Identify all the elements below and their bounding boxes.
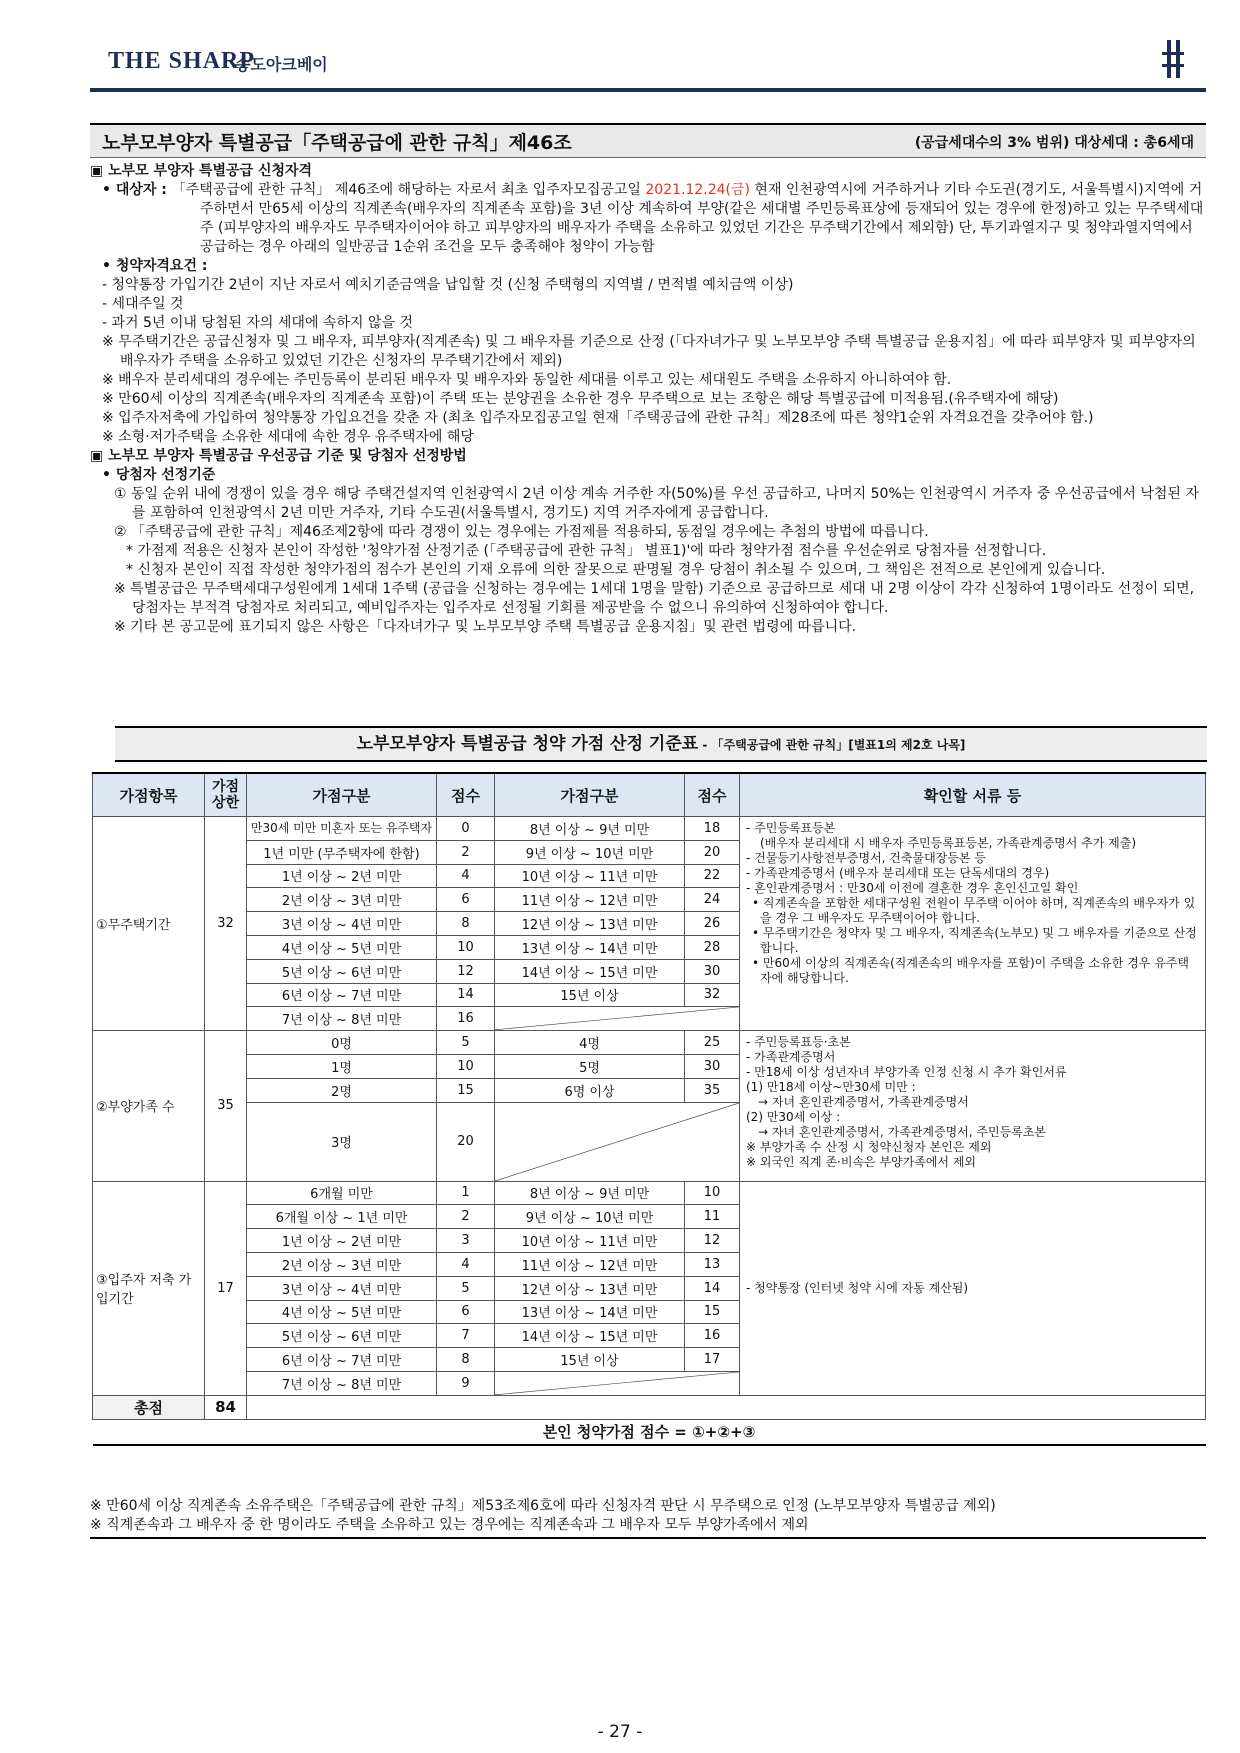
document-line: ※ 외국인 직계 존·비속은 부양가족에서 제외: [746, 1155, 977, 1170]
req-note: ※ 배우자 분리세대의 경우에는 주민등록이 분리된 배우자 및 배우자와 동일한 세대를 이루고 있는 세대원도 주택을 소유하지 아니하여야 함.: [102, 372, 952, 388]
criteria-cell: 2년 이상 ~ 3년 미만: [247, 1252, 437, 1276]
col-header: 가점구분: [495, 773, 685, 817]
target-text-pre: 「주택공급에 관한 규칙」 제46조에 해당하는 자로서 최초 입주자모집공고일: [171, 182, 646, 198]
item-label: ①무주택기간: [93, 817, 205, 1031]
empty-diagonal-cell: [495, 1102, 740, 1181]
req-note: ※ 무주택기간은 공급신청자 및 그 배우자, 피부양자(직계존속) 및 그 배우자를 기준으로 산정 (「다자녀가구 및 노부모부양 주택 특별공급 운용지침」에 따라 피부양자 및 피부양자의 배우자가 주택을 소유하고 있었던 기간은 신청자의 무주택기간에서 제외): [102, 334, 1196, 369]
score-cell: 14: [685, 1276, 740, 1300]
item-label: ②부양가족 수: [93, 1031, 205, 1181]
item-max: 32: [205, 817, 247, 1031]
req-note: ※ 입주자저축에 가입하여 청약통장 가입요건을 갖춘 자 (최초 입주자모집공고일 현재「주택공급에 관한 규칙」제28조에 따른 청약1순위 자격요건을 갖추어야 함.): [102, 410, 1094, 426]
criteria-cell: 10년 이상 ~ 11년 미만: [495, 864, 685, 888]
criteria-cell: 6개월 이상 ~ 1년 미만: [247, 1205, 437, 1229]
total-blank: [247, 1395, 1206, 1419]
brand-logo: THE SHARP: [108, 48, 256, 74]
documents-cell: [740, 817, 1206, 1031]
criteria-cell: 13년 이상 ~ 14년 미만: [495, 1300, 685, 1324]
col-header: 점수: [437, 773, 495, 817]
criteria-cell: 6년 이상 ~ 7년 미만: [247, 983, 437, 1007]
score-cell: 35: [685, 1078, 740, 1102]
score-cell: 18: [685, 817, 740, 841]
criteria-cell: 5명: [495, 1054, 685, 1078]
criteria-cell: 2년 이상 ~ 3년 미만: [247, 888, 437, 912]
document-line: ※ 부양가족 수 산정 시 청약신청자 본인은 제외: [746, 1140, 992, 1155]
score-cell: 4: [437, 864, 495, 888]
score-cell: 17: [685, 1348, 740, 1372]
criteria-cell: 14년 이상 ~ 15년 미만: [495, 959, 685, 983]
score-table-title-main: 노부모부양자 특별공급 청약 가점 산정 기준표: [356, 734, 699, 754]
criteria-cell: 3년 이상 ~ 4년 미만: [247, 912, 437, 936]
criteria-cell: 1년 이상 ~ 2년 미만: [247, 1229, 437, 1253]
score-cell: 13: [685, 1252, 740, 1276]
criteria-cell: 14년 이상 ~ 15년 미만: [495, 1324, 685, 1348]
criteria-cell: 6년 이상 ~ 7년 미만: [247, 1348, 437, 1372]
score-cell: 30: [685, 959, 740, 983]
score-cell: 22: [685, 864, 740, 888]
score-cell: 10: [437, 935, 495, 959]
document-line: (2) 만30세 이상 :: [746, 1110, 841, 1125]
diagonal-line: [495, 1103, 739, 1181]
score-cell: 5: [437, 1031, 495, 1055]
document-line: → 자녀 혼인관계증명서, 가족관계증명서, 주민등록초본: [758, 1125, 1046, 1140]
announcement-date: 2021.12.24(금): [645, 182, 750, 198]
criteria-cell: 3명: [247, 1102, 437, 1181]
brand-mark-icon: [1160, 40, 1186, 78]
document-line: → 자녀 혼인관계증명서, 가족관계증명서: [758, 1095, 969, 1110]
criteria-cell: 6명 이상: [495, 1078, 685, 1102]
score-cell: 10: [437, 1054, 495, 1078]
criteria-cell: 1명: [247, 1054, 437, 1078]
score-cell: 2: [437, 840, 495, 864]
footnotes: [90, 1497, 1206, 1535]
document-line: (배우자 분리세대 시 배우자 주민등록표등본, 가족관계증명서 추가 제출): [760, 836, 1137, 850]
selection-item: ② 「주택공급에 관한 규칙」제46조제2항에 따라 경쟁이 있는 경우에는 가점제를 적용하되, 동점일 경우에는 추첨의 방법에 따릅니다.: [114, 524, 929, 540]
score-table-title-sub: - 「주택공급에 관한 규칙」[별표1의 제2호 나목]: [698, 738, 966, 752]
score-cell: 2: [437, 1205, 495, 1229]
document-line: - 주민등록표등·초본: [746, 1035, 851, 1050]
selection-subitem: * 가점제 적용은 신청자 본인이 작성한 '청약가점 산정기준 (「주택공급에 관한 규칙」 별표1)'에 따라 청약가점 점수를 우선순위로 당첨자를 선정합니다.: [126, 543, 1047, 559]
score-cell: 11: [685, 1205, 740, 1229]
score-formula: 본인 청약가점 점수 = ①+②+③: [93, 1419, 1206, 1445]
req-item: - 세대주일 것: [102, 296, 184, 312]
score-cell: 3: [437, 1229, 495, 1253]
criteria-cell: 5년 이상 ~ 6년 미만: [247, 959, 437, 983]
selection-item: ① 동일 순위 내에 경쟁이 있을 경우 해당 주택건설지역 인천광역시 2년 이상 계속 거주한 자(50%)를 우선 공급하고, 나머지 50%는 인천광역시 거주자 중 우선공급에서 낙첨된 자를 포함하여 인천광역시 2년 미만 거주자, 기타 수도권(서울특별시, 경기도) 지역 거주자에게 공급합니다.: [114, 486, 1199, 521]
footnote: ※ 만60세 이상 직계존속 소유주택은「주택공급에 관한 규칙」제53조제6호에 따라 신청자격 판단 시 무주택으로 인정 (노부모부양자 특별공급 제외): [90, 1498, 996, 1514]
criteria-cell: 13년 이상 ~ 14년 미만: [495, 935, 685, 959]
criteria-cell: 1년 이상 ~ 2년 미만: [247, 864, 437, 888]
score-cell: 16: [685, 1324, 740, 1348]
criteria-cell: 12년 이상 ~ 13년 미만: [495, 1276, 685, 1300]
criteria-cell: 4년 이상 ~ 5년 미만: [247, 1300, 437, 1324]
score-cell: 4: [437, 1252, 495, 1276]
formula-row: [93, 1419, 1206, 1445]
score-cell: 16: [437, 1007, 495, 1031]
col-header: 가점 상한: [205, 773, 247, 817]
criteria-cell: 4년 이상 ~ 5년 미만: [247, 935, 437, 959]
req-note: ※ 소형·저가주택을 소유한 세대에 속한 경우 유주택자에 해당: [102, 429, 474, 445]
score-cell: 28: [685, 935, 740, 959]
req-item: - 과거 5년 이내 당첨된 자의 세대에 속하지 않을 것: [102, 315, 413, 331]
documents-cell: [740, 1181, 1206, 1395]
empty-diagonal-cell: [495, 1371, 740, 1395]
document-line: • 무주택기간은 청약자 및 그 배우자, 직계존속(노부모) 및 그 배우자를 기준으로 산정합니다.: [752, 926, 1197, 955]
section-title-bar: [90, 123, 1206, 158]
document-line: - 가족관계증명서 (배우자 분리세대 또는 단독세대의 경우): [746, 866, 1050, 880]
table-row: [93, 1031, 1206, 1055]
table-row: [93, 817, 1206, 841]
score-cell: 25: [685, 1031, 740, 1055]
criteria-cell: 5년 이상 ~ 6년 미만: [247, 1324, 437, 1348]
criteria-cell: 6개월 미만: [247, 1181, 437, 1205]
score-table-title: [115, 726, 1207, 762]
criteria-cell: 15년 이상: [495, 1348, 685, 1372]
page-number: - 27 -: [597, 1722, 643, 1742]
criteria-cell: 7년 이상 ~ 8년 미만: [247, 1007, 437, 1031]
selection-subitem: * 신청자 본인이 직접 작성한 청약가점의 점수가 본인의 기재 오류에 의한 잘못으로 판명될 경우 당첨이 취소될 수 있으며, 그 책임은 전적으로 본인에게 있습니다.: [126, 562, 1106, 578]
score-cell: 24: [685, 888, 740, 912]
document-line: • 만60세 이상의 직계존속(직계존속의 배우자를 포함)이 주택을 소유한 경우 유주택자에 해당합니다.: [752, 956, 1189, 985]
criteria-cell: 0명: [247, 1031, 437, 1055]
score-cell: 8: [437, 1348, 495, 1372]
item-max: 17: [205, 1181, 247, 1395]
score-cell: 15: [437, 1078, 495, 1102]
criteria-cell: 9년 이상 ~ 10년 미만: [495, 840, 685, 864]
req-title: • 청약자격요건 :: [102, 258, 208, 274]
document-line: - 혼인관계증명서 : 만30세 이전에 결혼한 경우 혼인신고일 확인: [746, 881, 1079, 895]
section-quota: (공급세대수의 3% 범위) 대상세대 : 총6세대: [914, 135, 1194, 151]
total-value: 84: [205, 1395, 247, 1419]
score-cell: 7: [437, 1324, 495, 1348]
total-row: [93, 1395, 1206, 1419]
col-header: 확인할 서류 등: [740, 773, 1206, 817]
score-cell: 20: [437, 1102, 495, 1181]
document-line: (1) 만18세 이상~만30세 미만 :: [746, 1080, 916, 1095]
item-label: ③입주자 저축 가입기간: [93, 1181, 205, 1395]
brand-subtitle: 송도아크베이: [235, 55, 328, 74]
score-cell: 10: [685, 1181, 740, 1205]
sec2-title: ▣ 노부모 부양자 특별공급 우선공급 기준 및 당첨자 선정방법: [90, 448, 467, 464]
footnote: ※ 직계존속과 그 배우자 중 한 명이라도 주택을 소유하고 있는 경우에는 직계존속과 그 배우자 모두 부양가족에서 제외: [90, 1517, 809, 1533]
score-cell: 30: [685, 1054, 740, 1078]
criteria-cell: 15년 이상: [495, 983, 685, 1007]
req-item: - 청약통장 가입기간 2년이 지난 자로서 예치기준금액을 납입할 것 (신청 주택형의 지역별 / 면적별 예치금액 이상): [102, 277, 794, 293]
score-table: [92, 772, 1206, 1446]
col-header: 점수: [685, 773, 740, 817]
table-header-row: [93, 773, 1206, 817]
document-line: - 건물등기사항전부증명서, 건축물대장등본 등: [746, 851, 986, 865]
criteria-cell: 8년 이상 ~ 9년 미만: [495, 1181, 685, 1205]
criteria-cell: 11년 이상 ~ 12년 미만: [495, 888, 685, 912]
criteria-cell: 만30세 미만 미혼자 또는 유주택자: [247, 817, 437, 841]
score-cell: 1: [437, 1181, 495, 1205]
score-cell: 0: [437, 817, 495, 841]
score-cell: 20: [685, 840, 740, 864]
score-cell: 26: [685, 912, 740, 936]
diagonal-line: [495, 1007, 739, 1030]
empty-diagonal-cell: [495, 1007, 740, 1031]
item-max: 35: [205, 1031, 247, 1181]
total-label: 총점: [93, 1395, 205, 1419]
score-cell: 6: [437, 888, 495, 912]
col-header: 가점구분: [247, 773, 437, 817]
document-line: - 주민등록표등본: [746, 821, 836, 835]
document-line: - 가족관계증명서: [746, 1050, 836, 1065]
footnote-rule: [90, 1537, 1206, 1539]
eligibility-text: [90, 162, 1206, 637]
document-line: - 청약통장 (인터넷 청약 시에 자동 계산됨): [746, 1280, 969, 1295]
score-cell: 32: [685, 983, 740, 1007]
criteria-cell: 4명: [495, 1031, 685, 1055]
score-cell: 6: [437, 1300, 495, 1324]
selection-note: ※ 특별공급은 무주택세대구성원에게 1세대 1주택 (공급을 신청하는 경우에는 1세대 1명을 말함) 기준으로 공급하므로 세대 내 2명 이상이 각각 신청하여 1명이라도 선정이 되면, 당첨자는 부적격 당첨자로 처리되고, 예비입주자는 입주자로 선정될 기회를 제공받을 수 없으니 유의하여 신청하여야 합니다.: [114, 581, 1195, 616]
table-row: [93, 1181, 1206, 1205]
criteria-cell: 10년 이상 ~ 11년 미만: [495, 1229, 685, 1253]
document-line: - 만18세 이상 성년자녀 부양가족 인정 신청 시 추가 확인서류: [746, 1065, 1067, 1080]
score-cell: 5: [437, 1276, 495, 1300]
selection-title: • 당첨자 선정기준: [102, 467, 216, 483]
target-paragraph: [90, 181, 1206, 257]
criteria-cell: 1년 미만 (무주택자에 한함): [247, 840, 437, 864]
score-cell: 15: [685, 1300, 740, 1324]
selection-note: ※ 기타 본 공고문에 표기되지 않은 사항은「다자녀가구 및 노부모부양 주택 특별공급 운용지침」및 관련 법령에 따릅니다.: [114, 619, 857, 635]
header-rule: [90, 88, 1206, 92]
score-cell: 12: [437, 959, 495, 983]
criteria-cell: 3년 이상 ~ 4년 미만: [247, 1276, 437, 1300]
criteria-cell: 9년 이상 ~ 10년 미만: [495, 1205, 685, 1229]
score-cell: 12: [685, 1229, 740, 1253]
target-text-post: 현재 인천광역시에 거주하거나 기타 수도권(경기도, 서울특별시)지역에 거주하면서 만65세 이상의 직계존속(배우자의 직계존속 포함)을 3년 이상 계속하여 부양(같은 세대별 주민등록표상에 등재되어 있는 경우에 한정)하고 있는 무주택세대주 (피부양자의 배우자도 무주택자이어야 하고 피부양자의 배우자가 주택을 소유하고 있었던 기간은 무주택기간에서 제외함) 단, 투기과열지구 및 청약과열지역에서 공급하는 경우 아래의 일반공급 1순위 조건을 모두 충족해야 청약이 가능함: [200, 182, 1204, 255]
documents-cell: [740, 1031, 1206, 1181]
criteria-cell: 12년 이상 ~ 13년 미만: [495, 912, 685, 936]
criteria-cell: 2명: [247, 1078, 437, 1102]
score-cell: 8: [437, 912, 495, 936]
document-line: • 직계존속을 포함한 세대구성원 전원이 무주택 이어야 하며, 직계존속의 배우자가 있을 경우 그 배우자도 무주택이어야 합니다.: [752, 896, 1196, 925]
req-note: ※ 만60세 이상의 직계존속(배우자의 직계존속 포함)이 주택 또는 분양권을 소유한 경우 무주택으로 보는 조항은 해당 특별공급에 미적용됨.(유주택자에 해당): [102, 391, 1059, 407]
criteria-cell: 7년 이상 ~ 8년 미만: [247, 1371, 437, 1395]
criteria-cell: 11년 이상 ~ 12년 미만: [495, 1252, 685, 1276]
sec1-title: ▣ 노부모 부양자 특별공급 신청자격: [90, 163, 313, 179]
diagonal-line: [495, 1372, 739, 1395]
score-cell: 14: [437, 983, 495, 1007]
criteria-cell: 8년 이상 ~ 9년 미만: [495, 817, 685, 841]
col-header: 가점항목: [93, 773, 205, 817]
section-title: 노부모부양자 특별공급「주택공급에 관한 규칙」제46조: [102, 132, 572, 154]
target-label: • 대상자 :: [102, 182, 172, 198]
score-cell: 9: [437, 1371, 495, 1395]
